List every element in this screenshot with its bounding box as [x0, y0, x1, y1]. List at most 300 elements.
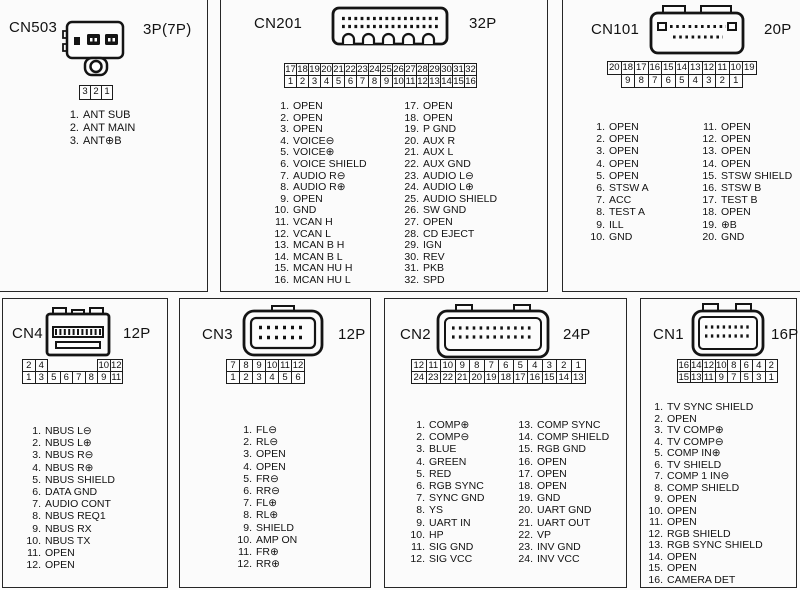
pin-label: OPEN: [667, 550, 697, 563]
pin-grid-cell: 16: [527, 371, 543, 384]
pin-grid-cell: 10: [440, 359, 456, 372]
pin-grid-cell: 9: [380, 75, 393, 88]
pin-count-cn101: 20P: [764, 21, 792, 38]
pin-grid-cell: 13: [690, 371, 702, 383]
pin-label: GND: [721, 230, 745, 243]
pin-number-grid-cn3: [226, 359, 305, 384]
pin-number: 12.: [702, 133, 717, 146]
pin-row: [63, 122, 135, 135]
pin-label: OPEN: [721, 121, 751, 133]
pin-count-cn503: 3P(7P): [143, 21, 192, 38]
pin-count-cn1: 16P: [771, 326, 799, 343]
panel-cn503: [0, 0, 208, 292]
pin-grid-cell: 5: [740, 371, 754, 384]
pin-number: 5.: [654, 447, 663, 459]
pin-row: [391, 217, 497, 229]
pin-grid-cell: 12: [703, 62, 715, 73]
pin-grid-cell: 6: [344, 75, 357, 88]
pin-number: 21.: [518, 516, 533, 529]
pin-row: [63, 135, 135, 148]
pin-label: OPEN: [667, 562, 697, 574]
pin-number: 24.: [404, 181, 419, 194]
pin-grid-cell: 1: [571, 359, 587, 372]
pin-number: 11.: [275, 215, 289, 228]
pin-number: 29.: [404, 239, 419, 252]
pin-number: 18.: [404, 111, 419, 124]
pin-number: 4.: [654, 435, 663, 448]
pin-row: [691, 194, 792, 206]
pin-grid-cell: 18: [622, 62, 634, 73]
pin-label: TEST A: [609, 206, 645, 219]
pin-label: OPEN: [293, 100, 323, 112]
pin-label: IGN: [423, 239, 442, 252]
pin-row: [261, 101, 367, 113]
pin-grid-cell: 10: [715, 360, 727, 371]
pin-number: 1.: [596, 121, 605, 133]
pin-label: AUDIO L⊕: [423, 181, 474, 194]
pin-label: NBUS RX: [45, 522, 92, 535]
pin-row: [691, 158, 792, 170]
pin-label: TEST B: [721, 194, 758, 207]
connector-drawing-cn503: [61, 19, 129, 81]
panel-cn201: [220, 0, 548, 292]
pin-grid-cell: 3: [702, 74, 717, 88]
pin-grid-cell: 10: [393, 76, 404, 87]
pin-grid-cell: 30: [441, 64, 452, 75]
pin-number: 6.: [243, 484, 252, 497]
pin-row: [13, 425, 115, 437]
pin-row: [228, 436, 297, 448]
pin-grid-cell: 22: [345, 64, 356, 75]
pin-grid-cell: 3: [308, 75, 321, 88]
pin-grid-cell: 12: [110, 360, 122, 371]
pin-number: 8.: [654, 481, 663, 494]
pin-number: 15.: [274, 262, 289, 275]
pin-number: 28.: [404, 227, 419, 240]
pin-number: 16.: [702, 181, 717, 194]
pin-row: [579, 206, 649, 218]
pin-number-grid-cn2: [411, 359, 586, 384]
pin-label: STSW B: [721, 181, 762, 194]
pin-number: 7.: [654, 470, 663, 482]
pin-row: [13, 449, 115, 461]
pin-label: UART OUT: [537, 516, 591, 529]
pin-grid-cell: 2: [556, 359, 572, 372]
pin-number: 11.: [411, 540, 425, 553]
pin-number: 6.: [280, 157, 289, 170]
pin-row: [228, 424, 297, 436]
pin-label: AMP ON: [256, 533, 298, 546]
pin-row: [228, 497, 297, 509]
pin-number: 12.: [237, 558, 252, 571]
pin-grid-cell: 11: [703, 371, 714, 383]
pin-row: [509, 541, 609, 553]
pin-label: VP: [537, 528, 552, 541]
pin-grid-row: [284, 75, 477, 88]
pin-number: 8.: [32, 510, 41, 523]
pin-grid-cell: 14: [676, 62, 688, 73]
pin-grid-cell: 6: [661, 74, 676, 88]
pin-number: 12.: [410, 553, 425, 566]
pin-number: 14.: [518, 431, 533, 444]
pin-number: 31.: [404, 262, 419, 275]
pin-label: COMP 1 IN⊖: [667, 470, 730, 482]
pin-count-cn2: 24P: [563, 326, 591, 343]
connector-name-cn503: CN503: [9, 19, 58, 36]
pin-label: TV SHIELD: [667, 458, 722, 471]
pin-row: [13, 547, 115, 559]
pin-grid-cell: 6: [498, 359, 514, 372]
pin-number: 27.: [404, 215, 419, 228]
pin-number: 6.: [32, 485, 41, 498]
pin-row: [228, 558, 297, 570]
pin-label: OPEN: [721, 206, 751, 219]
pin-number: 5.: [32, 473, 41, 486]
pin-label: OPEN: [256, 460, 286, 473]
pin-list-cn101-col2: [691, 121, 792, 243]
pin-label: CD EJECT: [423, 227, 475, 240]
pin-number: 22.: [404, 157, 419, 170]
pin-grid-cell: 11: [278, 359, 292, 372]
pin-number: 2.: [416, 431, 425, 444]
pin-number: 5.: [243, 472, 252, 485]
pin-grid-cell: 1: [729, 74, 744, 88]
pin-number: 3.: [654, 424, 663, 436]
pin-label: STSW SHIELD: [721, 169, 793, 182]
pin-label: OPEN: [609, 157, 639, 170]
pin-number: 14.: [648, 550, 663, 563]
pin-grid-cell: 20: [321, 64, 332, 75]
pin-label: OPEN: [537, 467, 567, 480]
pin-count-cn3: 12P: [338, 326, 366, 343]
pin-number: 11.: [27, 546, 41, 559]
pin-grid-cell: 1: [765, 371, 779, 384]
pin-number: 32.: [404, 273, 419, 286]
pin-row: [509, 480, 609, 492]
pin-grid-cell: 5: [47, 371, 61, 384]
pin-row: [643, 402, 763, 414]
pin-grid-cell: 9: [621, 74, 636, 88]
pin-grid-cell: 4: [527, 359, 543, 372]
pin-number: 11.: [703, 121, 717, 133]
pin-grid-cell: 13: [571, 371, 587, 384]
pin-row: [579, 158, 649, 170]
pin-label: GREEN: [429, 455, 467, 468]
pin-grid-cell: 8: [85, 371, 99, 384]
pin-grid-cell: 11: [111, 372, 122, 383]
pin-number: 8.: [596, 206, 605, 219]
pin-row: [579, 145, 649, 157]
pin-label: OPEN: [293, 123, 323, 136]
pin-label: OPEN: [667, 412, 697, 425]
pin-number: 19.: [518, 492, 533, 505]
pin-grid-cell: 4: [320, 75, 333, 88]
pin-number: 4.: [243, 460, 252, 473]
pin-label: TV COMP⊖: [667, 435, 724, 448]
pin-grid-cell: 7: [226, 359, 240, 372]
pin-number: 5.: [596, 169, 605, 182]
pin-label: RGB SYNC SHIELD: [667, 539, 763, 551]
pin-number: 22.: [518, 528, 533, 541]
pin-number: 11.: [649, 516, 663, 528]
pin-grid-cell: 17: [285, 64, 296, 75]
pin-label: AUDIO L⊖: [423, 169, 474, 182]
pin-label: ANT SUB: [83, 109, 131, 121]
pin-grid-cell: 29: [429, 64, 440, 75]
pin-number: 10.: [590, 230, 605, 243]
pin-number: 1.: [654, 401, 663, 413]
pin-row: [403, 456, 484, 468]
panel-cn3: [179, 298, 371, 588]
pin-number: 15.: [648, 562, 663, 574]
pin-number: 3.: [243, 448, 252, 461]
pin-row: [261, 275, 367, 287]
pin-number-grid-cn4: [22, 359, 123, 384]
pin-number: 13.: [274, 239, 289, 252]
pin-number: 2.: [243, 436, 252, 449]
pin-grid-cell: 4: [752, 359, 766, 372]
pin-grid-cell: 2: [90, 85, 102, 100]
pin-number: 6.: [416, 479, 425, 492]
pin-number: 17.: [518, 467, 533, 480]
panel-cn2: [384, 298, 627, 588]
pin-number: 9.: [32, 522, 41, 535]
pin-row: [261, 217, 367, 229]
pin-label: PKB: [423, 262, 445, 275]
pin-label: VOICE⊕: [293, 146, 335, 159]
connector-drawing-cn101: [649, 5, 745, 57]
pin-row: [391, 275, 497, 287]
pin-row: [391, 101, 497, 113]
pin-grid-cell: 3: [35, 371, 49, 384]
pin-number: 1.: [32, 425, 41, 437]
pin-grid-cell: 3: [752, 371, 766, 384]
pin-grid-cell: 18: [498, 371, 514, 384]
pin-label: OPEN: [423, 215, 453, 228]
pin-row: [509, 553, 609, 565]
pin-number: 19.: [404, 123, 419, 136]
pin-number: 17.: [404, 100, 419, 112]
pin-label: TV SYNC SHIELD: [667, 401, 754, 413]
pin-label: GND: [293, 204, 317, 217]
pin-grid-cell: 23: [357, 64, 368, 75]
connector-drawing-cn2: [436, 304, 550, 360]
pin-number: 4.: [280, 134, 289, 147]
pin-grid-cell: 27: [405, 64, 416, 75]
pin-label: AUDIO SHIELD: [423, 192, 498, 205]
pin-grid-cell: 17: [635, 62, 647, 73]
pin-grid-cell: 5: [675, 74, 690, 88]
pin-row: [228, 546, 297, 558]
pin-number: 4.: [32, 461, 41, 474]
pin-label: RR⊕: [256, 558, 280, 571]
pin-grid-cell: 4: [35, 359, 49, 372]
pin-number: 12.: [274, 227, 289, 240]
pin-row: [403, 541, 484, 553]
pin-number: 16.: [274, 273, 289, 286]
pin-grid-cell: 28: [417, 64, 428, 75]
pin-grid-cell: 6: [740, 359, 754, 372]
pin-label: OPEN: [293, 192, 323, 205]
pin-grid-cell: 8: [469, 359, 485, 372]
pin-grid-cell: 3: [79, 85, 91, 100]
pin-label: AUX R: [423, 134, 456, 147]
pin-number: 19.: [702, 218, 717, 231]
pin-number: 10.: [274, 204, 289, 217]
pin-label: AUDIO CONT: [45, 498, 111, 511]
pin-label: COMP IN⊕: [667, 447, 721, 459]
pin-number: 7.: [32, 498, 41, 511]
pin-row: [228, 485, 297, 497]
pin-label: MCAN HU H: [293, 262, 353, 275]
pin-row: [403, 529, 484, 541]
pin-grid-cell: 14: [690, 360, 702, 371]
pin-grid-cell: 2: [239, 371, 253, 384]
pin-grid-cell: 15: [453, 76, 464, 87]
pin-row: [643, 540, 763, 552]
pin-number: 20.: [404, 134, 419, 147]
pin-number: 1.: [69, 109, 79, 121]
pin-label: SIG GND: [429, 540, 474, 553]
pin-grid-cell: 24: [411, 371, 427, 384]
pin-number: 13.: [702, 145, 717, 158]
pin-number: 16.: [518, 455, 533, 468]
connector-name-cn2: CN2: [400, 326, 431, 343]
pin-grid-cell: 1: [101, 85, 113, 100]
pin-grid-cell: 3: [542, 359, 558, 372]
pin-label: NBUS L⊕: [45, 437, 92, 450]
pin-list-cn101-col1: [579, 121, 649, 243]
pin-grid-spacer: [742, 74, 757, 88]
pin-grid-cell: 14: [556, 371, 572, 384]
pin-number: 20.: [702, 230, 717, 243]
pin-row: [403, 504, 484, 516]
pin-number: 12.: [26, 559, 41, 572]
pin-number: 10.: [648, 504, 663, 517]
pin-label: DATA GND: [45, 485, 98, 498]
pin-list-cn2-col1: [403, 419, 484, 565]
pin-label: RGB SHIELD: [667, 527, 731, 540]
pin-row: [579, 170, 649, 182]
pin-grid-cell: 26: [393, 64, 404, 75]
pin-number: 9.: [654, 493, 663, 505]
pin-grid-row: [677, 371, 778, 384]
pin-label: AUDIO R⊖: [293, 169, 346, 182]
pin-row: [13, 462, 115, 474]
pin-number: 2.: [280, 111, 289, 124]
pin-row: [403, 419, 484, 431]
pin-row: [691, 121, 792, 133]
pin-label: OPEN: [667, 516, 697, 528]
pin-label: OPEN: [423, 111, 453, 124]
pin-grid-cell: 19: [484, 371, 500, 384]
pin-row: [13, 486, 115, 498]
pin-label: ACC: [609, 194, 632, 207]
connector-name-cn201: CN201: [254, 15, 303, 32]
pin-label: OPEN: [609, 145, 639, 158]
pin-row: [691, 182, 792, 194]
pin-grid-cell: 14: [441, 76, 452, 87]
pin-label: OPEN: [667, 504, 697, 517]
pin-label: OPEN: [293, 111, 323, 124]
pin-grid-cell: 7: [484, 359, 500, 372]
pin-row: [643, 425, 763, 437]
pin-grid-cell: 7: [727, 371, 741, 384]
pin-grid-cell: 9: [252, 359, 266, 372]
pin-label: FL⊕: [256, 497, 278, 510]
pin-label: RR⊖: [256, 484, 280, 497]
pin-number: 7.: [416, 492, 425, 505]
pin-number: 26.: [404, 204, 419, 217]
pin-number: 3.: [596, 145, 605, 158]
pin-grid-cell: 22: [440, 371, 456, 384]
pin-grid-cell: 17: [513, 371, 529, 384]
pin-label: VCAN H: [293, 215, 333, 228]
pin-row: [403, 492, 484, 504]
pin-row: [228, 509, 297, 521]
pin-row: [403, 431, 484, 443]
pin-grid-cell: 19: [309, 64, 320, 75]
pin-row: [509, 504, 609, 516]
pin-grid-cell: 32: [465, 64, 476, 75]
pin-label: P GND: [423, 123, 457, 136]
pin-label: COMP⊖: [429, 431, 470, 444]
pin-label: RGB SYNC: [429, 479, 484, 492]
pin-label: HP: [429, 528, 444, 541]
pin-number: 9.: [416, 516, 425, 529]
pin-label: MCAN B H: [293, 239, 345, 252]
pin-label: RGB GND: [537, 443, 587, 456]
pin-row: [691, 170, 792, 182]
connector-drawing-cn1: [691, 303, 765, 361]
pin-label: AUX L: [423, 146, 454, 159]
pin-grid-cell: 13: [689, 62, 701, 73]
pin-label: COMP SHIELD: [667, 481, 740, 494]
connector-name-cn4: CN4: [12, 325, 43, 342]
pin-grid-cell: 5: [513, 359, 529, 372]
pin-grid-cell: 8: [239, 359, 253, 372]
pin-grid-cell: 8: [727, 359, 741, 372]
pin-grid-row: [411, 371, 586, 384]
pin-row: [509, 456, 609, 468]
pin-grid-row: [226, 371, 305, 384]
pin-number: 15.: [702, 169, 717, 182]
pin-grid-cell: 6: [60, 371, 74, 384]
pin-label: OPEN: [256, 448, 286, 461]
pin-grid-cell: 9: [715, 371, 729, 384]
pin-label: FR⊕: [256, 545, 279, 558]
pin-row: [403, 443, 484, 455]
pin-number: 30.: [404, 250, 419, 263]
pin-label: GND: [537, 492, 561, 505]
pin-number: 3.: [416, 443, 425, 456]
pin-label: OPEN: [721, 133, 751, 146]
pin-grid-cell: 13: [429, 76, 440, 87]
pin-label: MCAN B L: [293, 250, 343, 263]
pin-list-cn4: [13, 425, 115, 571]
pin-label: VOICE SHIELD: [293, 157, 367, 170]
pin-label: COMP⊕: [429, 419, 470, 431]
pin-grid-cell: 4: [688, 74, 703, 88]
pin-number: 10.: [237, 533, 252, 546]
pin-number: 9.: [243, 521, 252, 534]
pin-row: [13, 523, 115, 535]
pin-grid-cell: 21: [333, 64, 344, 75]
pin-grid-cell: 16: [649, 62, 661, 73]
pin-label: REV: [423, 250, 445, 263]
pin-number: 2.: [654, 412, 663, 425]
pin-grid-cell: 10: [730, 62, 742, 73]
